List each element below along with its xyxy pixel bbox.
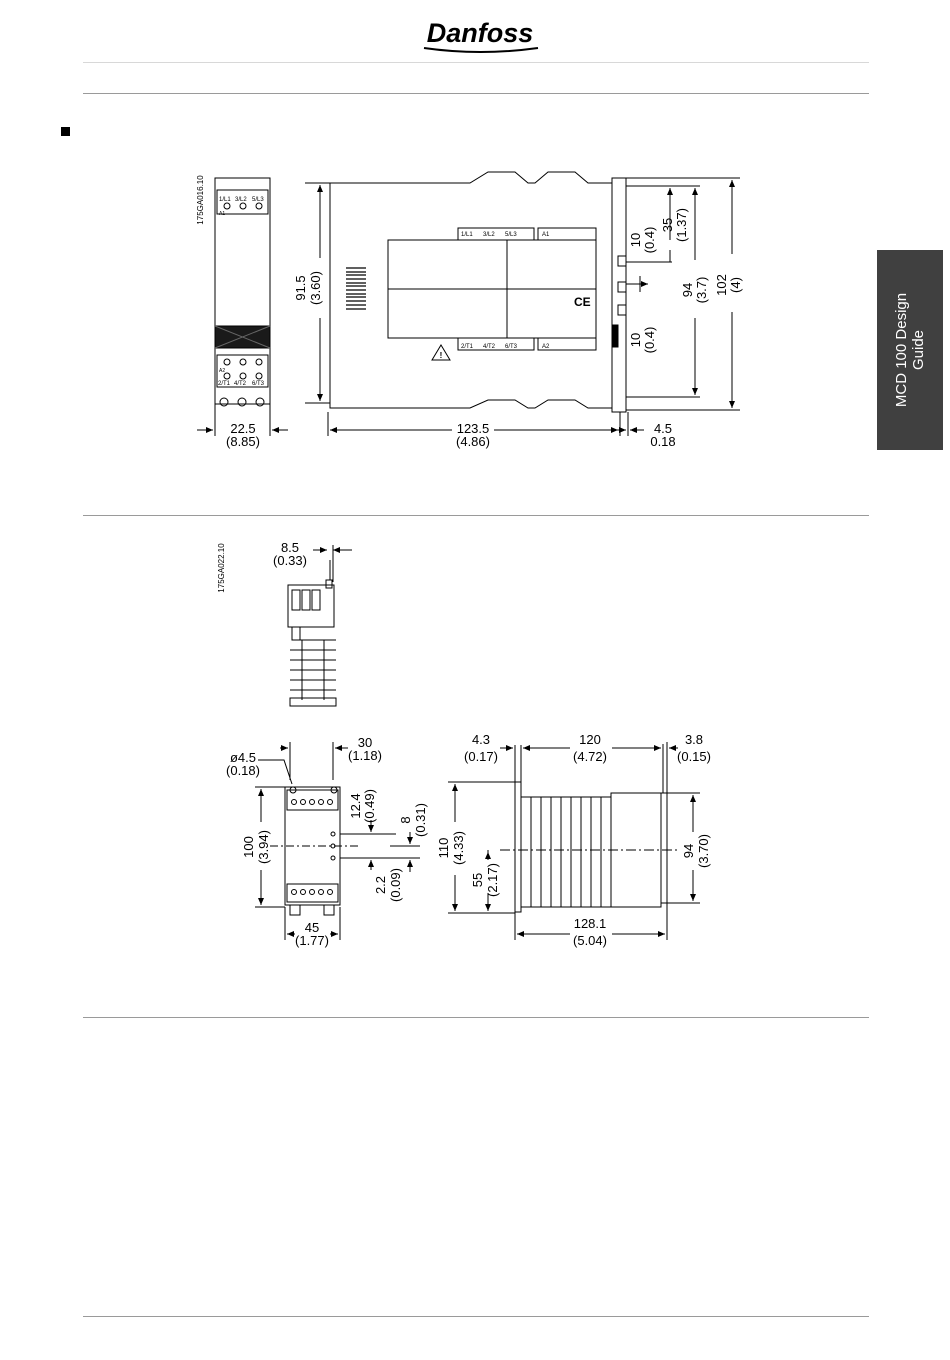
drawing-code-2: 175GA022.10 bbox=[217, 543, 226, 593]
dim-35: 35 bbox=[660, 217, 675, 233]
dim-depth: 123.5 bbox=[456, 421, 490, 436]
dim2-45-in: (1.77) bbox=[295, 933, 329, 948]
dim2-110-in: (4.33) bbox=[451, 831, 466, 865]
dim2-55-in: (2.17) bbox=[485, 863, 500, 897]
dim-width-in: (8.85) bbox=[226, 434, 260, 449]
brand-logo-text: Danfoss bbox=[426, 18, 534, 48]
side-term-t1: 2/T1 bbox=[218, 381, 231, 387]
dim2-hole: ø4.5 bbox=[229, 750, 257, 765]
side-term-a1: A1 bbox=[219, 211, 226, 217]
dim-height-in: (3.60) bbox=[308, 271, 323, 305]
dim2-120: 120 bbox=[579, 732, 601, 747]
dim-height: 91.5 bbox=[293, 275, 308, 301]
dim2-100-in: (3.94) bbox=[256, 830, 271, 864]
front-term-l2: 3/L2 bbox=[483, 232, 495, 238]
dim2-3-8-in: (0.15) bbox=[677, 749, 711, 764]
dim-width: 22.5 bbox=[230, 421, 256, 436]
ce-mark: CE bbox=[574, 295, 591, 309]
dim2-4-3-in: (0.17) bbox=[464, 749, 498, 764]
side-term-l3: 5/L3 bbox=[252, 197, 264, 203]
dim2-128-in: (5.04) bbox=[573, 933, 607, 948]
dim2-8: 8 bbox=[398, 816, 413, 824]
dim-94-in: (3.7) bbox=[694, 276, 709, 304]
side-term-t2: 4/T2 bbox=[234, 381, 247, 387]
dim-10a-in: (0.4) bbox=[642, 226, 657, 254]
front-term-a2: A2 bbox=[542, 344, 550, 350]
dim2-8-in: (0.31) bbox=[413, 803, 428, 837]
front-term-l3: 5/L3 bbox=[505, 232, 517, 238]
side-term-a2: A2 bbox=[219, 368, 226, 374]
dim2-hole-in: (0.18) bbox=[226, 763, 260, 778]
front-term-l1: 1/L1 bbox=[461, 232, 473, 238]
drawing-code-1: 175GA016.10 bbox=[196, 175, 205, 225]
dim2-94-in: (3.70) bbox=[696, 834, 711, 868]
dim2-2-2: 2.2 bbox=[373, 875, 388, 895]
front-term-t2: 4/T2 bbox=[483, 344, 496, 350]
dim2-3-8: 3.8 bbox=[684, 732, 704, 747]
dim-35-in: (1.37) bbox=[674, 208, 689, 242]
front-term-a1: A1 bbox=[542, 232, 550, 238]
dim2-30-in: (1.18) bbox=[348, 748, 382, 763]
front-term-t3: 6/T3 bbox=[505, 344, 518, 350]
side-tab-line1: MCD 100 Design bbox=[893, 292, 910, 408]
dim2-110: 110 bbox=[436, 837, 451, 859]
dim-depth-in: (4.86) bbox=[456, 434, 490, 449]
dim2-30: 30 bbox=[357, 735, 373, 750]
svg-text:!: ! bbox=[439, 351, 443, 360]
side-tab-line2: Guide bbox=[910, 329, 927, 371]
side-term-t3: 6/T3 bbox=[252, 381, 265, 387]
dim-10b-in: (0.4) bbox=[642, 326, 657, 354]
dim-94: 94 bbox=[680, 282, 695, 298]
dim-102-in: (4) bbox=[728, 277, 743, 293]
dim2-4-3: 4.3 bbox=[471, 732, 491, 747]
side-term-l1: 1/L1 bbox=[219, 197, 231, 203]
dim-10b: 10 bbox=[628, 332, 643, 348]
dim2-top-w: 8.5 bbox=[280, 540, 300, 555]
dim2-12-4: 12.4 bbox=[348, 793, 363, 819]
dim2-94: 94 bbox=[681, 843, 696, 859]
dim2-12-4-in: (0.49) bbox=[362, 789, 377, 823]
dim-102: 102 bbox=[714, 274, 729, 296]
dim-clip: 4.5 bbox=[653, 421, 673, 436]
dim2-top-w-in: (0.33) bbox=[273, 553, 307, 568]
dim2-100: 100 bbox=[241, 836, 256, 858]
dim2-2-2-in: (0.09) bbox=[388, 868, 403, 902]
front-term-t1: 2/T1 bbox=[461, 344, 474, 350]
dim2-45: 45 bbox=[304, 920, 320, 935]
dim-10a: 10 bbox=[628, 232, 643, 248]
dim2-120-in: (4.72) bbox=[573, 749, 607, 764]
dim-clip-in: 0.18 bbox=[650, 434, 676, 449]
side-term-l2: 3/L2 bbox=[235, 197, 247, 203]
dim2-128: 128.1 bbox=[573, 916, 607, 931]
dim2-55: 55 bbox=[470, 872, 485, 888]
